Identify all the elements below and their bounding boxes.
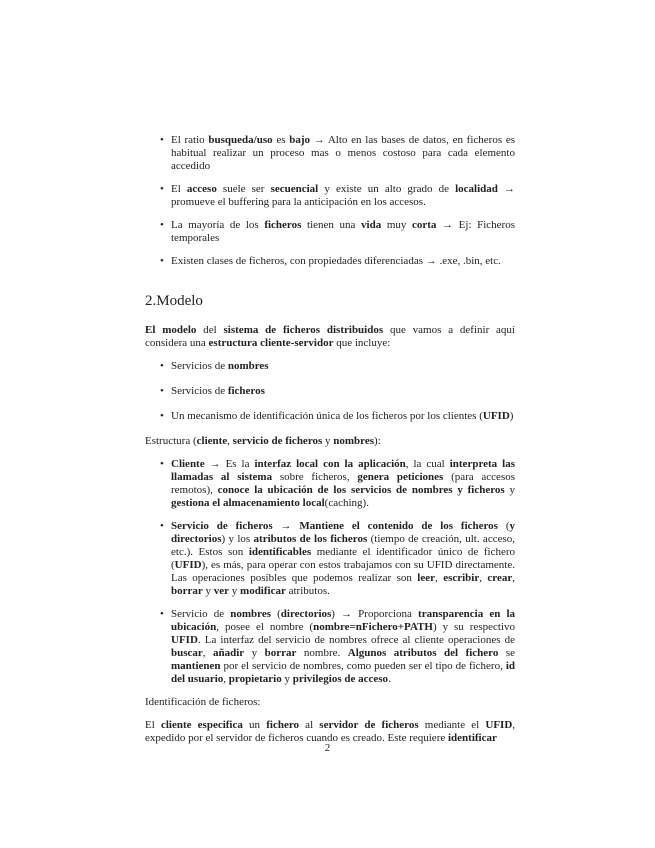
text-run: atributos. [285,585,330,597]
page-number: 2 [324,742,331,754]
text-run: ( [271,608,281,620]
text-run: . La interfaz del servicio de nombres ofrece al cliente operaciones de [197,634,515,646]
text-run: El ratio [171,134,209,146]
text-run: muy [381,219,412,231]
text-run: nombre. [296,647,348,659]
bold-text: y directorios [171,520,515,545]
text-run: , [202,647,214,659]
text-run: ): [374,435,381,447]
identification-heading: Identificación de ficheros: [145,696,261,708]
bold-text: nombres [227,360,269,372]
bold-text: bajo [289,134,311,146]
text-run: Existen clases de ficheros, con propiedades diferenciadas → .exe, .bin, etc. [171,255,501,267]
bullet-icon: • [160,219,164,231]
bold-text: fichero [266,719,300,731]
text-run: (para accesos remotos), [171,471,516,496]
bold-text: sistema de ficheros distribuidos [223,324,384,336]
text-run: , [227,435,233,447]
bold-text: identificables [248,546,312,558]
text-run: al [299,719,320,731]
bold-text: crear [487,572,513,584]
text-run: y [202,585,214,597]
bold-text: nombre=nFichero+PATH [313,621,433,633]
list-item [145,360,515,373]
bold-text: busqueda/uso [208,134,273,146]
bold-text: acceso [186,183,217,195]
bold-text: buscar [171,647,203,659]
bold-text: estructura cliente-servidor [208,337,334,349]
bold-text: id del usuario [171,660,515,685]
bold-text: cliente [196,435,228,447]
list-item [145,219,515,245]
bold-text: identificar [447,732,497,744]
text-run: y [281,673,293,685]
list-item [145,458,515,510]
list-item [145,410,515,423]
document-page [145,134,515,745]
text-run: ) [509,410,514,422]
text-run: del [196,324,224,336]
bold-text: localidad [455,183,498,195]
text-run: Servicio de [171,608,231,620]
bold-text: conoce la ubicación de los servicios de nombres y ficheros [217,484,505,496]
bold-text: ver [213,585,230,597]
list-item [145,608,515,686]
bold-text: borrar [171,585,203,597]
bold-text: interpreta las llamadas al sistema [171,458,515,483]
text-run: → Es la [204,458,255,470]
bullet-icon: • [160,385,164,397]
text-run: , [512,572,516,584]
bold-text: nombres [333,435,375,447]
text-run: Servicios de [171,385,228,397]
text-run: mediante el [418,719,486,731]
bold-text: atributos de los ficheros [253,533,368,545]
bold-text: privilegios de acceso [292,673,389,685]
bold-text: servicio de ficheros [232,435,323,447]
text-run: La mayoría de los [171,219,265,231]
text-run: El [171,183,187,195]
bold-text: directorios [280,608,332,620]
text-run: → [272,520,300,532]
text-run: ( [497,520,510,532]
text-run: y [244,647,265,659]
bold-text: genera peticiones [357,471,444,483]
text-run: → Alto en las bases de datos, en ficheros es habitual realizar un proceso mas o menos costoso para cada elemento accedido [171,134,515,172]
text-run: y [322,435,334,447]
list-item [145,520,515,598]
list-item [145,183,515,209]
bullet-icon: • [160,608,164,620]
bold-text: corta [412,219,437,231]
bold-text: transparencia en la ubicación [171,608,515,633]
bold-text: ficheros [264,219,302,231]
text-run: ) y los [221,533,254,545]
bold-text: gestiona el almacenamiento local [171,497,325,509]
text-run: ) y su respectivo [432,621,515,633]
bold-text: cliente especifica [160,719,243,731]
bullet-icon: • [160,183,164,195]
text-run: y [504,484,516,496]
bullet-list-ratios [145,134,515,268]
bold-text: ficheros [227,385,265,397]
bullet-list-components [145,360,515,423]
bold-text: nombres [230,608,271,620]
bullet-icon: • [160,134,164,146]
text-run: y existe un alto grado de [318,183,456,195]
text-run: por el servicio de nombres, como pueden ser el tipo de fichero, [220,660,506,672]
bold-text: propietario [228,673,282,685]
text-run: un [242,719,267,731]
text-run: , expedido por el servidor de ficheros cuando es creado. Este requiere [145,719,516,744]
list-item [145,385,515,398]
bold-text: interfaz local con la aplicación [254,458,406,470]
text-run: Servicios de [171,360,228,372]
bold-text: escribir [443,572,480,584]
bold-text: Algunos atributos del fichero [347,647,499,659]
bullet-icon: • [160,360,164,372]
text-run: ) → Proporciona [331,608,419,620]
text-run: es [272,134,290,146]
text-run: que incluye: [333,337,391,349]
bold-text: mantienen [171,660,221,672]
text-run: , posee el nombre ( [216,621,314,633]
text-run: y [229,585,241,597]
bold-text: Servicio de ficheros [171,520,273,532]
intro-paragraph [145,324,515,350]
text-run: (caching). [324,497,369,509]
text-run: , la cual [405,458,450,470]
bold-text: modificar [240,585,286,597]
bullet-icon: • [160,458,164,470]
text-run: . [388,673,391,685]
list-item [145,134,515,173]
bold-text: borrar [264,647,297,659]
text-run: que vamos a definir aquí considera una [145,324,515,349]
bold-text: leer [417,572,435,584]
text-run: → Ej: Ficheros temporales [171,219,515,244]
bullet-icon: • [160,410,164,422]
text-run: Un mecanismo de identificación única de los ficheros por los clientes ( [171,410,483,422]
text-run: → promueve el buffering para la anticipación en los accesos. [171,183,515,208]
text-run: , [479,572,488,584]
text-run: , [435,572,444,584]
text-run: , [223,673,229,685]
bold-text: añadir [213,647,245,659]
bold-text: UFID [485,719,513,731]
text-run: Estructura ( [145,435,197,447]
bullet-list-structure [145,458,515,686]
text-run: (tiempo de creación, ult. acceso, etc.). Estos son [171,533,515,558]
section-title: 2.Modelo [145,293,203,309]
text-run: El [145,719,161,731]
bold-text: El modelo [145,324,197,336]
structure-paragraph [145,435,515,448]
bold-text: Mantiene el contenido de los ficheros [299,520,498,532]
bullet-icon: • [160,255,164,267]
bullet-icon: • [160,520,164,532]
bold-text: Cliente [171,458,205,470]
bold-text: servidor de ficheros [319,719,419,731]
text-run: ), es más, para operar con estos trabajamos con su UFID directamente. Las operaciones posibles que podemos realizar son [171,559,515,584]
bold-text: UFID [482,410,510,422]
text-run: se [498,647,516,659]
text-run: mediante el identificador único de fichero ( [171,546,515,571]
bold-text: vida [361,219,382,231]
bold-text: UFID [171,634,198,646]
bold-text: UFID [174,559,202,571]
bold-text: secuencial [270,183,319,195]
text-run: suele ser [216,183,271,195]
list-item [145,255,515,268]
text-run: sobre ficheros, [272,471,358,483]
text-run: tienen una [301,219,362,231]
